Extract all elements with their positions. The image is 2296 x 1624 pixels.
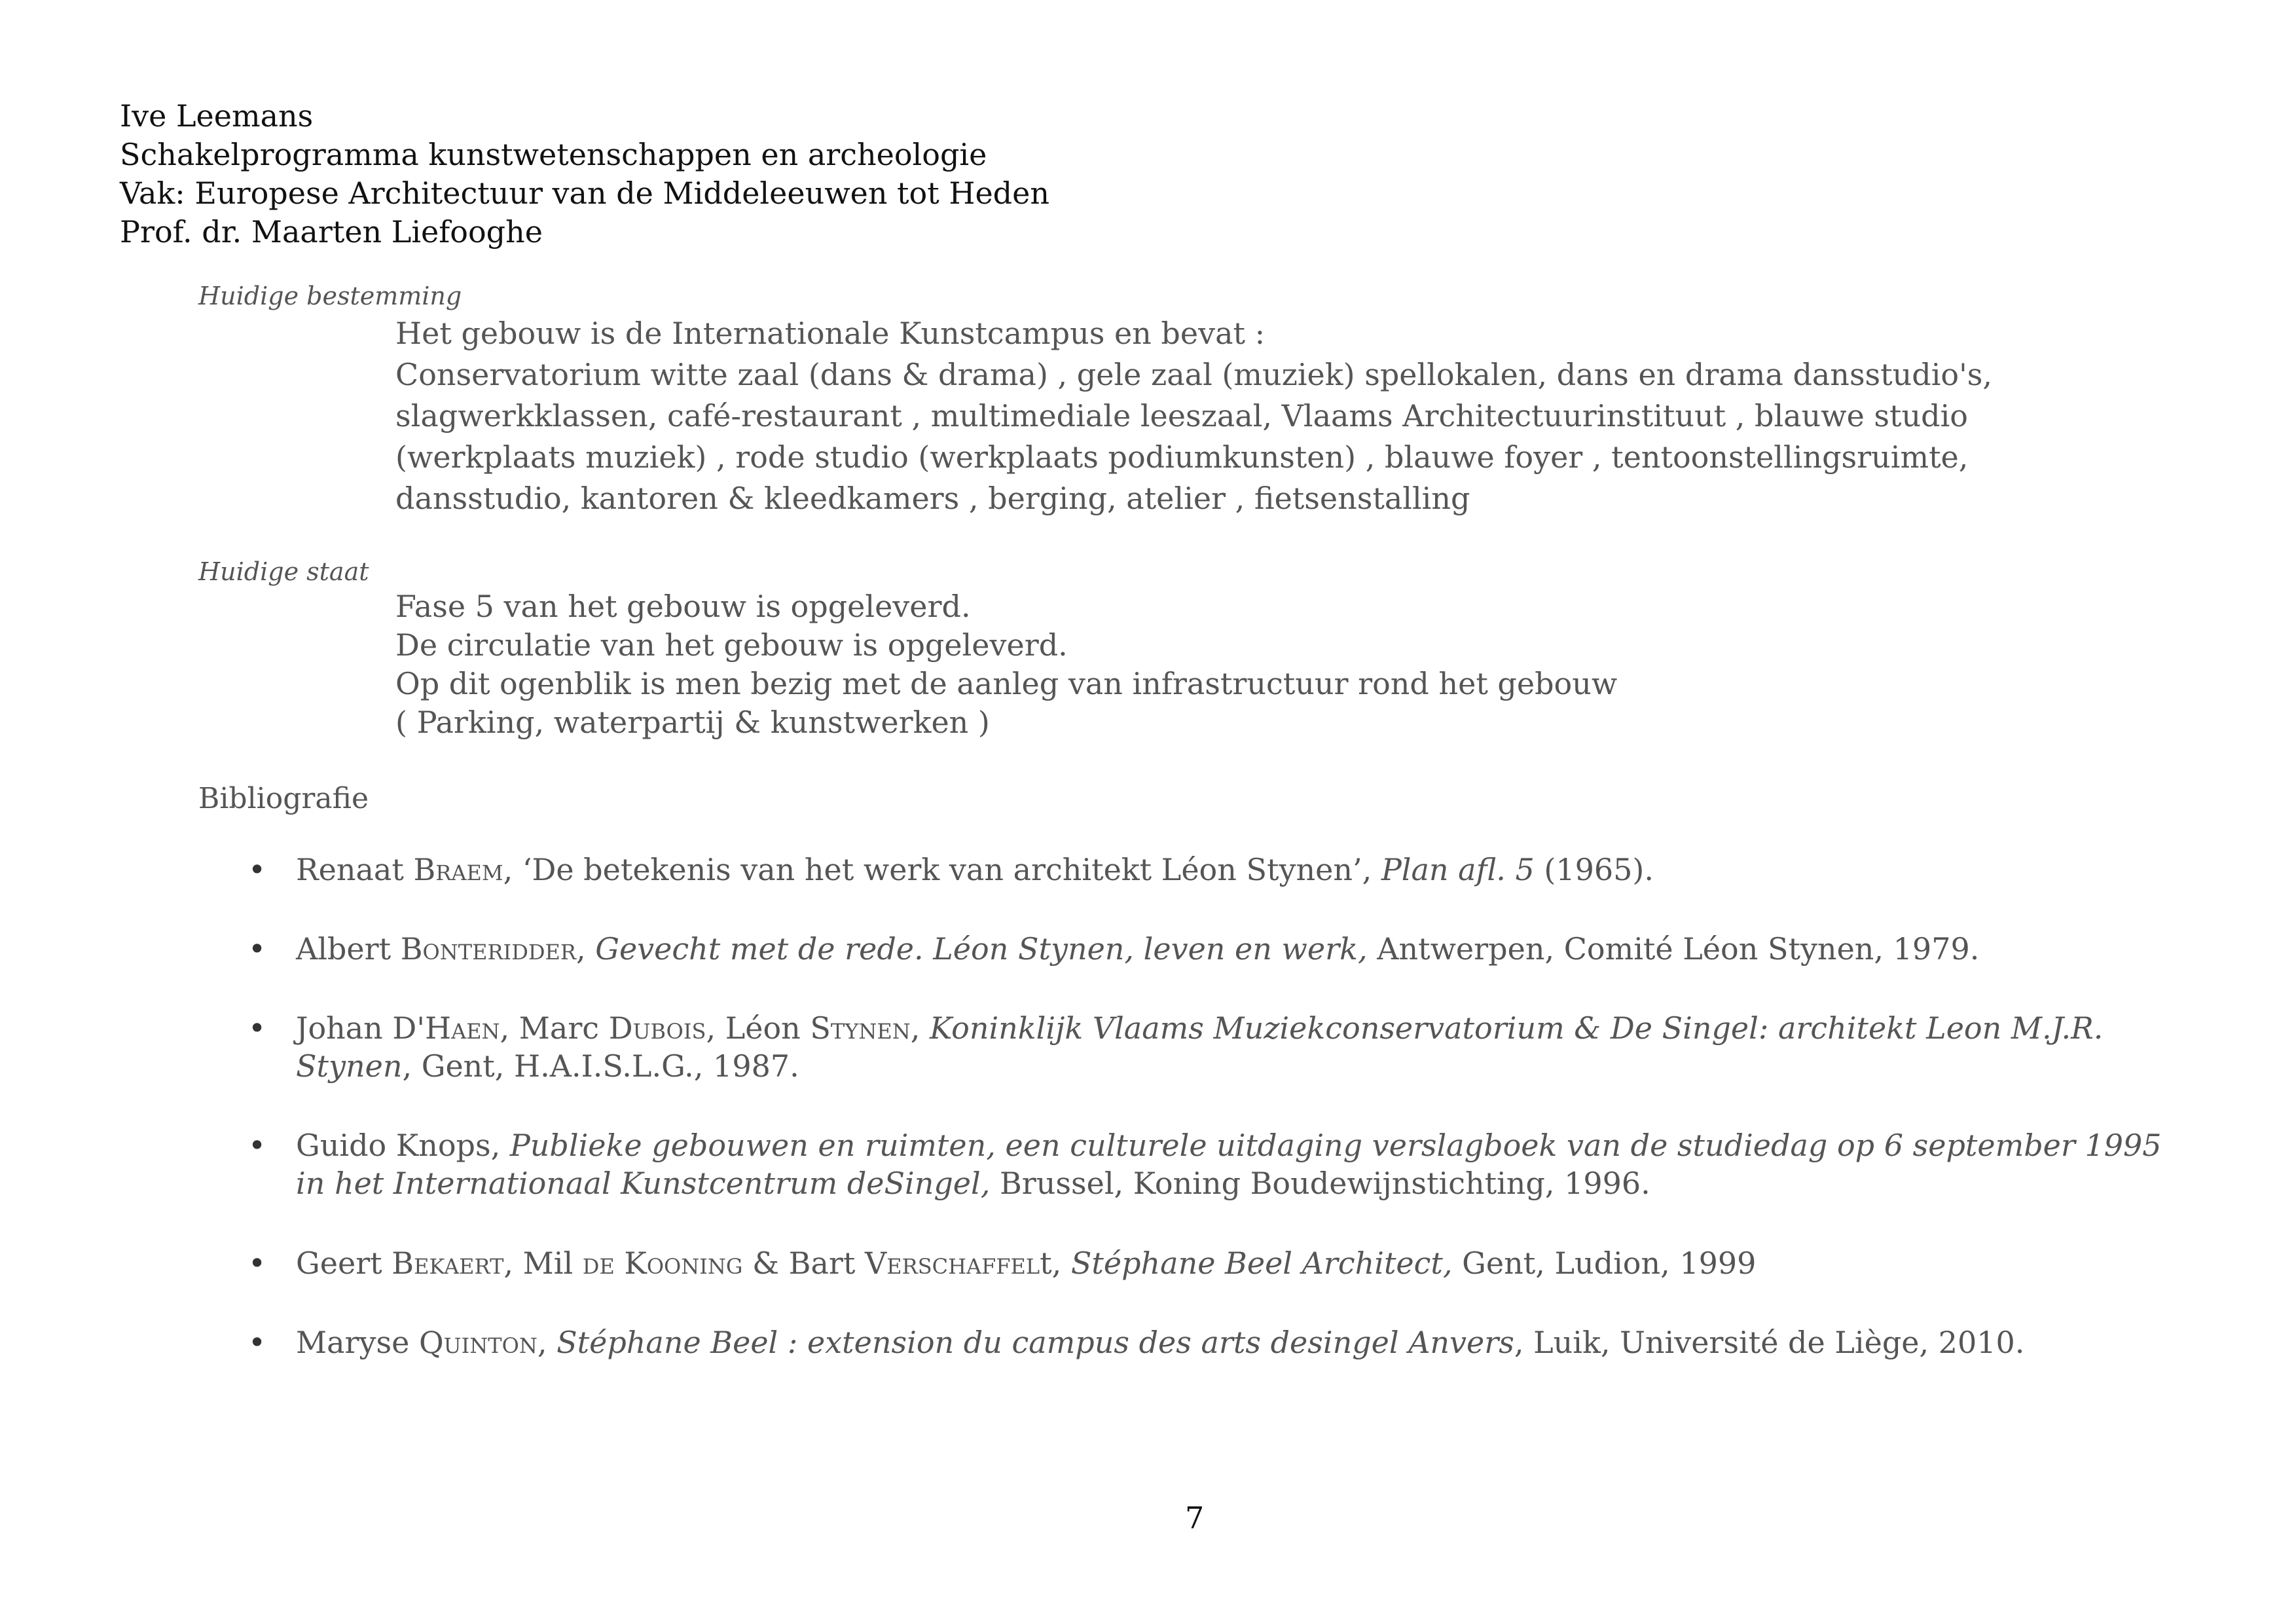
bullet-icon: •	[248, 1010, 266, 1046]
entry-text: (1965).	[1534, 852, 1654, 887]
entry-line	[296, 1047, 2103, 1085]
bestemming-line: Het gebouw is de Internationale Kunstcampus en bevat :	[395, 316, 1266, 351]
entry-text: ,	[575, 931, 596, 967]
entry-line	[296, 1009, 2103, 1047]
author-surname: erschaffel	[886, 1246, 1040, 1281]
author-surname: raem	[435, 852, 503, 887]
publication-title: Stéphane Beel Architect,	[1070, 1246, 1453, 1281]
bibliography-entry	[248, 1244, 1757, 1282]
staat-line: De circulatie van het gebouw is opgeleverd.	[395, 627, 1068, 663]
bullet-icon: •	[248, 852, 266, 887]
entry-line	[296, 1126, 2162, 1164]
entry-text: Gent, Ludion, 1999	[1452, 1246, 1757, 1281]
professor-name: Prof. dr. Maarten Liefooghe	[120, 214, 543, 249]
publication-title: Stynen	[296, 1048, 403, 1084]
author-name: Ive Leemans	[120, 98, 314, 134]
entry-text: Geert B	[296, 1246, 414, 1281]
publication-title: in het Internationaal Kunstcentrum deSingel,	[296, 1166, 991, 1201]
staat-line: Fase 5 van het gebouw is opgeleverd.	[395, 589, 971, 624]
entry-line	[296, 1164, 2162, 1202]
bestemming-line: (werkplaats muziek) , rode studio (werkplaats podiumkunsten) , blauwe foyer , tentoonstellingsruimte,	[395, 439, 1969, 475]
bestemming-text	[395, 313, 1992, 519]
staat-line: ( Parking, waterpartij & kunstwerken )	[395, 705, 990, 740]
entry-line	[296, 930, 1979, 968]
entry-line	[296, 1244, 1756, 1282]
entry-text: Brussel, Koning Boudewijnstichting, 1996.	[990, 1166, 1650, 1201]
staat-text	[395, 587, 1617, 742]
bibliography-entry	[248, 851, 1654, 889]
entry-text: Guido Knops,	[296, 1128, 510, 1163]
bestemming-line: slagwerkklassen, café-restaurant , multimediale leeszaal, Vlaams Architectuurinstituut , blauwe studio	[395, 398, 1968, 434]
bestemming-line: dansstudio, kantoren & kleedkamers , berging, atelier , fietsenstalling	[395, 481, 1470, 516]
author-surname: ekaert	[414, 1246, 504, 1281]
entry-text: ,	[910, 1010, 930, 1046]
document-header	[120, 97, 1049, 251]
entry-text: Antwerpen, Comité Léon Stynen, 1979.	[1367, 931, 1980, 967]
bestemming-line: Conservatorium witte zaal (dans & drama) , gele zaal (muziek) spellokalen, dans en drama dansstudio's,	[395, 357, 1992, 392]
page-number: 7	[1185, 1500, 1205, 1536]
entry-line	[296, 851, 1654, 889]
entry-text: , ‘De betekenis van het werk van architekt Léon Stynen’,	[503, 852, 1381, 887]
program-name: Schakelprogramma kunstwetenschappen en archeologie	[120, 137, 987, 172]
entry-text: , Léon S	[706, 1010, 831, 1046]
author-surname: tynen	[830, 1010, 911, 1046]
staat-line: Op dit ogenblik is men bezig met de aanleg van infrastructuur rond het gebouw	[395, 666, 1618, 701]
entry-text: , Marc D	[500, 1010, 633, 1046]
publication-title: Stéphane Beel : extension du campus des arts desingel Anvers	[556, 1325, 1514, 1360]
bibliography-entry	[248, 1009, 2104, 1085]
author-surname: onteridder	[422, 931, 576, 967]
bibliography-entry	[248, 930, 1980, 968]
entry-text: , Luik, Université de Liège, 2010.	[1514, 1325, 2025, 1360]
author-surname: ooning	[646, 1246, 743, 1281]
publication-title: Koninklijk Vlaams Muziekconservatorium & De Singel: architekt Leon M.J.R.	[930, 1010, 2104, 1046]
course-name: Vak: Europese Architectuur van de Middeleeuwen tot Heden	[120, 175, 1049, 211]
entry-text: Johan D'H	[296, 1010, 452, 1046]
entry-text: Albert B	[296, 931, 423, 967]
entry-text: Renaat B	[296, 852, 436, 887]
bullet-icon: •	[248, 931, 266, 967]
publication-title: Plan afl. 5	[1381, 852, 1535, 887]
author-surname: de	[582, 1246, 615, 1281]
entry-text: Maryse Q	[296, 1325, 444, 1360]
author-surname: aen	[451, 1010, 500, 1046]
entry-line	[296, 1323, 2024, 1361]
author-surname: uinton	[443, 1325, 538, 1360]
publication-title: Publieke gebouwen en ruimten, een culturele uitdaging verslagboek van de studiedag op 6 september 1995	[509, 1128, 2162, 1163]
bibliography-entry	[248, 1323, 2025, 1361]
author-surname: ubois	[632, 1010, 706, 1046]
entry-text: , Mil	[503, 1246, 583, 1281]
entry-text: K	[614, 1246, 647, 1281]
publication-title: Gevecht met de rede. Léon Stynen, leven en werk,	[595, 931, 1368, 967]
bullet-icon: •	[248, 1128, 266, 1163]
bullet-icon: •	[248, 1325, 266, 1360]
entry-text: , Gent, H.A.I.S.L.G., 1987.	[402, 1048, 799, 1084]
bibliography-entry	[248, 1126, 2162, 1202]
entry-text: ,	[537, 1325, 557, 1360]
bullet-icon: •	[248, 1246, 266, 1281]
bibliografie-title: Bibliografie	[198, 782, 369, 815]
entry-text: t,	[1040, 1246, 1071, 1281]
bestemming-label: Huidige bestemming	[198, 282, 462, 310]
entry-text: & Bart V	[742, 1246, 887, 1281]
staat-label: Huidige staat	[198, 557, 369, 586]
